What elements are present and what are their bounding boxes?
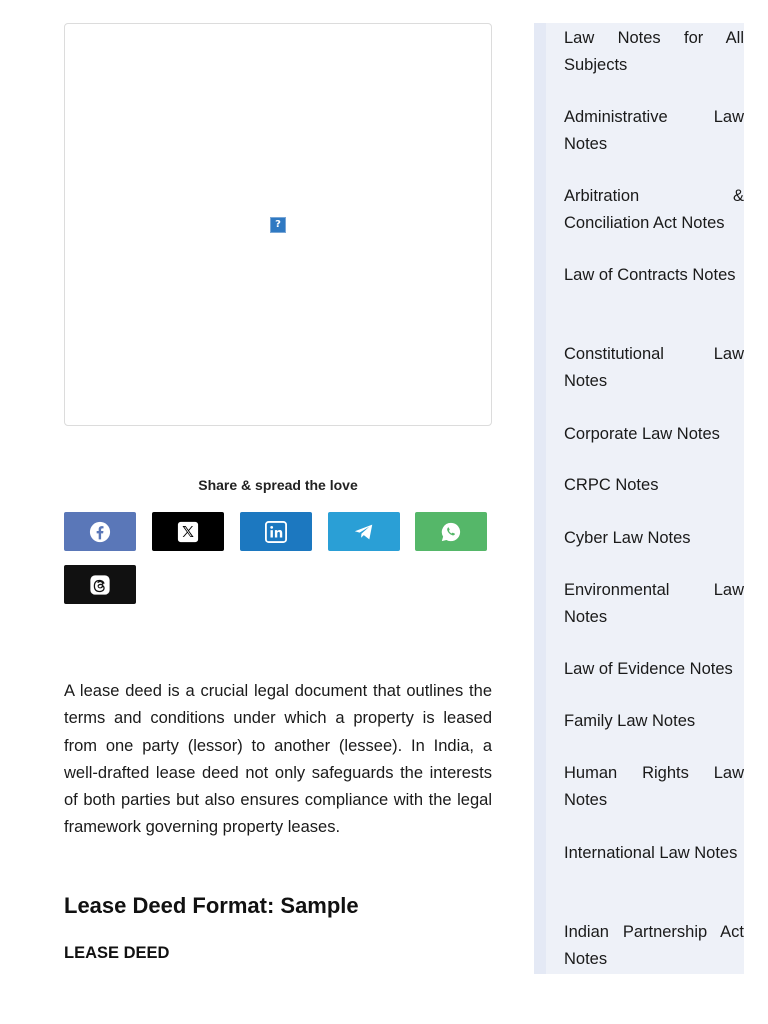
sidebar-item-cyber-law[interactable]: Cyber Law Notes (564, 529, 691, 547)
sidebar-item-law-notes-all-subjects[interactable]: Law Notes for All Subjects (564, 29, 744, 75)
sidebar-item-crpc[interactable]: CRPC Notes (564, 476, 659, 494)
share-telegram-button[interactable] (328, 512, 400, 551)
sidebar-item-arbitration[interactable]: Arbitration & Conciliation Act Notes (564, 187, 744, 233)
share-facebook-button[interactable] (64, 512, 136, 551)
threads-icon (89, 574, 111, 596)
sidebar-item-indian-partnership-act[interactable]: Indian Partnership Act Notes (564, 923, 744, 969)
sidebar-item-family-law[interactable]: Family Law Notes (564, 712, 696, 730)
sidebar-item-constitutional-law[interactable]: Constitutional Law Notes (564, 345, 744, 391)
article-subheading: LEASE DEED (64, 944, 170, 962)
linkedin-icon (265, 521, 287, 543)
sidebar-item-human-rights-law[interactable]: Human Rights Law Notes (564, 764, 744, 810)
facebook-icon (89, 521, 111, 543)
article-intro: A lease deed is a crucial legal document that outlines the terms and conditions under which a property is leased from one party (lessor) to another (lessee). In India, a well-drafted lease deed not only safeguards the interests of both parties but also ensures compliance with the legal framework governing property leases. (64, 682, 492, 837)
sidebar-item-law-of-evidence[interactable]: Law of Evidence Notes (564, 660, 733, 678)
sidebar-item-international-law[interactable]: International Law Notes (564, 844, 738, 862)
share-linkedin-button[interactable] (240, 512, 312, 551)
x-icon (177, 521, 199, 543)
share-x-button[interactable] (152, 512, 224, 551)
sidebar-item-administrative-law[interactable]: Administrative Law Notes (564, 108, 744, 154)
ad-placeholder[interactable] (64, 23, 492, 426)
sidebar-item-law-of-contracts[interactable]: Law of Contracts Notes (564, 266, 736, 284)
share-whatsapp-button[interactable] (415, 512, 487, 551)
broken-image-icon: ? (270, 217, 286, 233)
whatsapp-icon (440, 521, 462, 543)
sidebar-item-corporate-law[interactable]: Corporate Law Notes (564, 425, 720, 443)
telegram-icon (353, 521, 375, 543)
article-heading: Lease Deed Format: Sample (64, 893, 359, 918)
sidebar-notes-list (534, 23, 744, 974)
sidebar-item-environmental-law[interactable]: Environmental Law Notes (564, 581, 744, 627)
share-title: Share & spread the love (198, 477, 358, 493)
share-threads-button[interactable] (64, 565, 136, 604)
